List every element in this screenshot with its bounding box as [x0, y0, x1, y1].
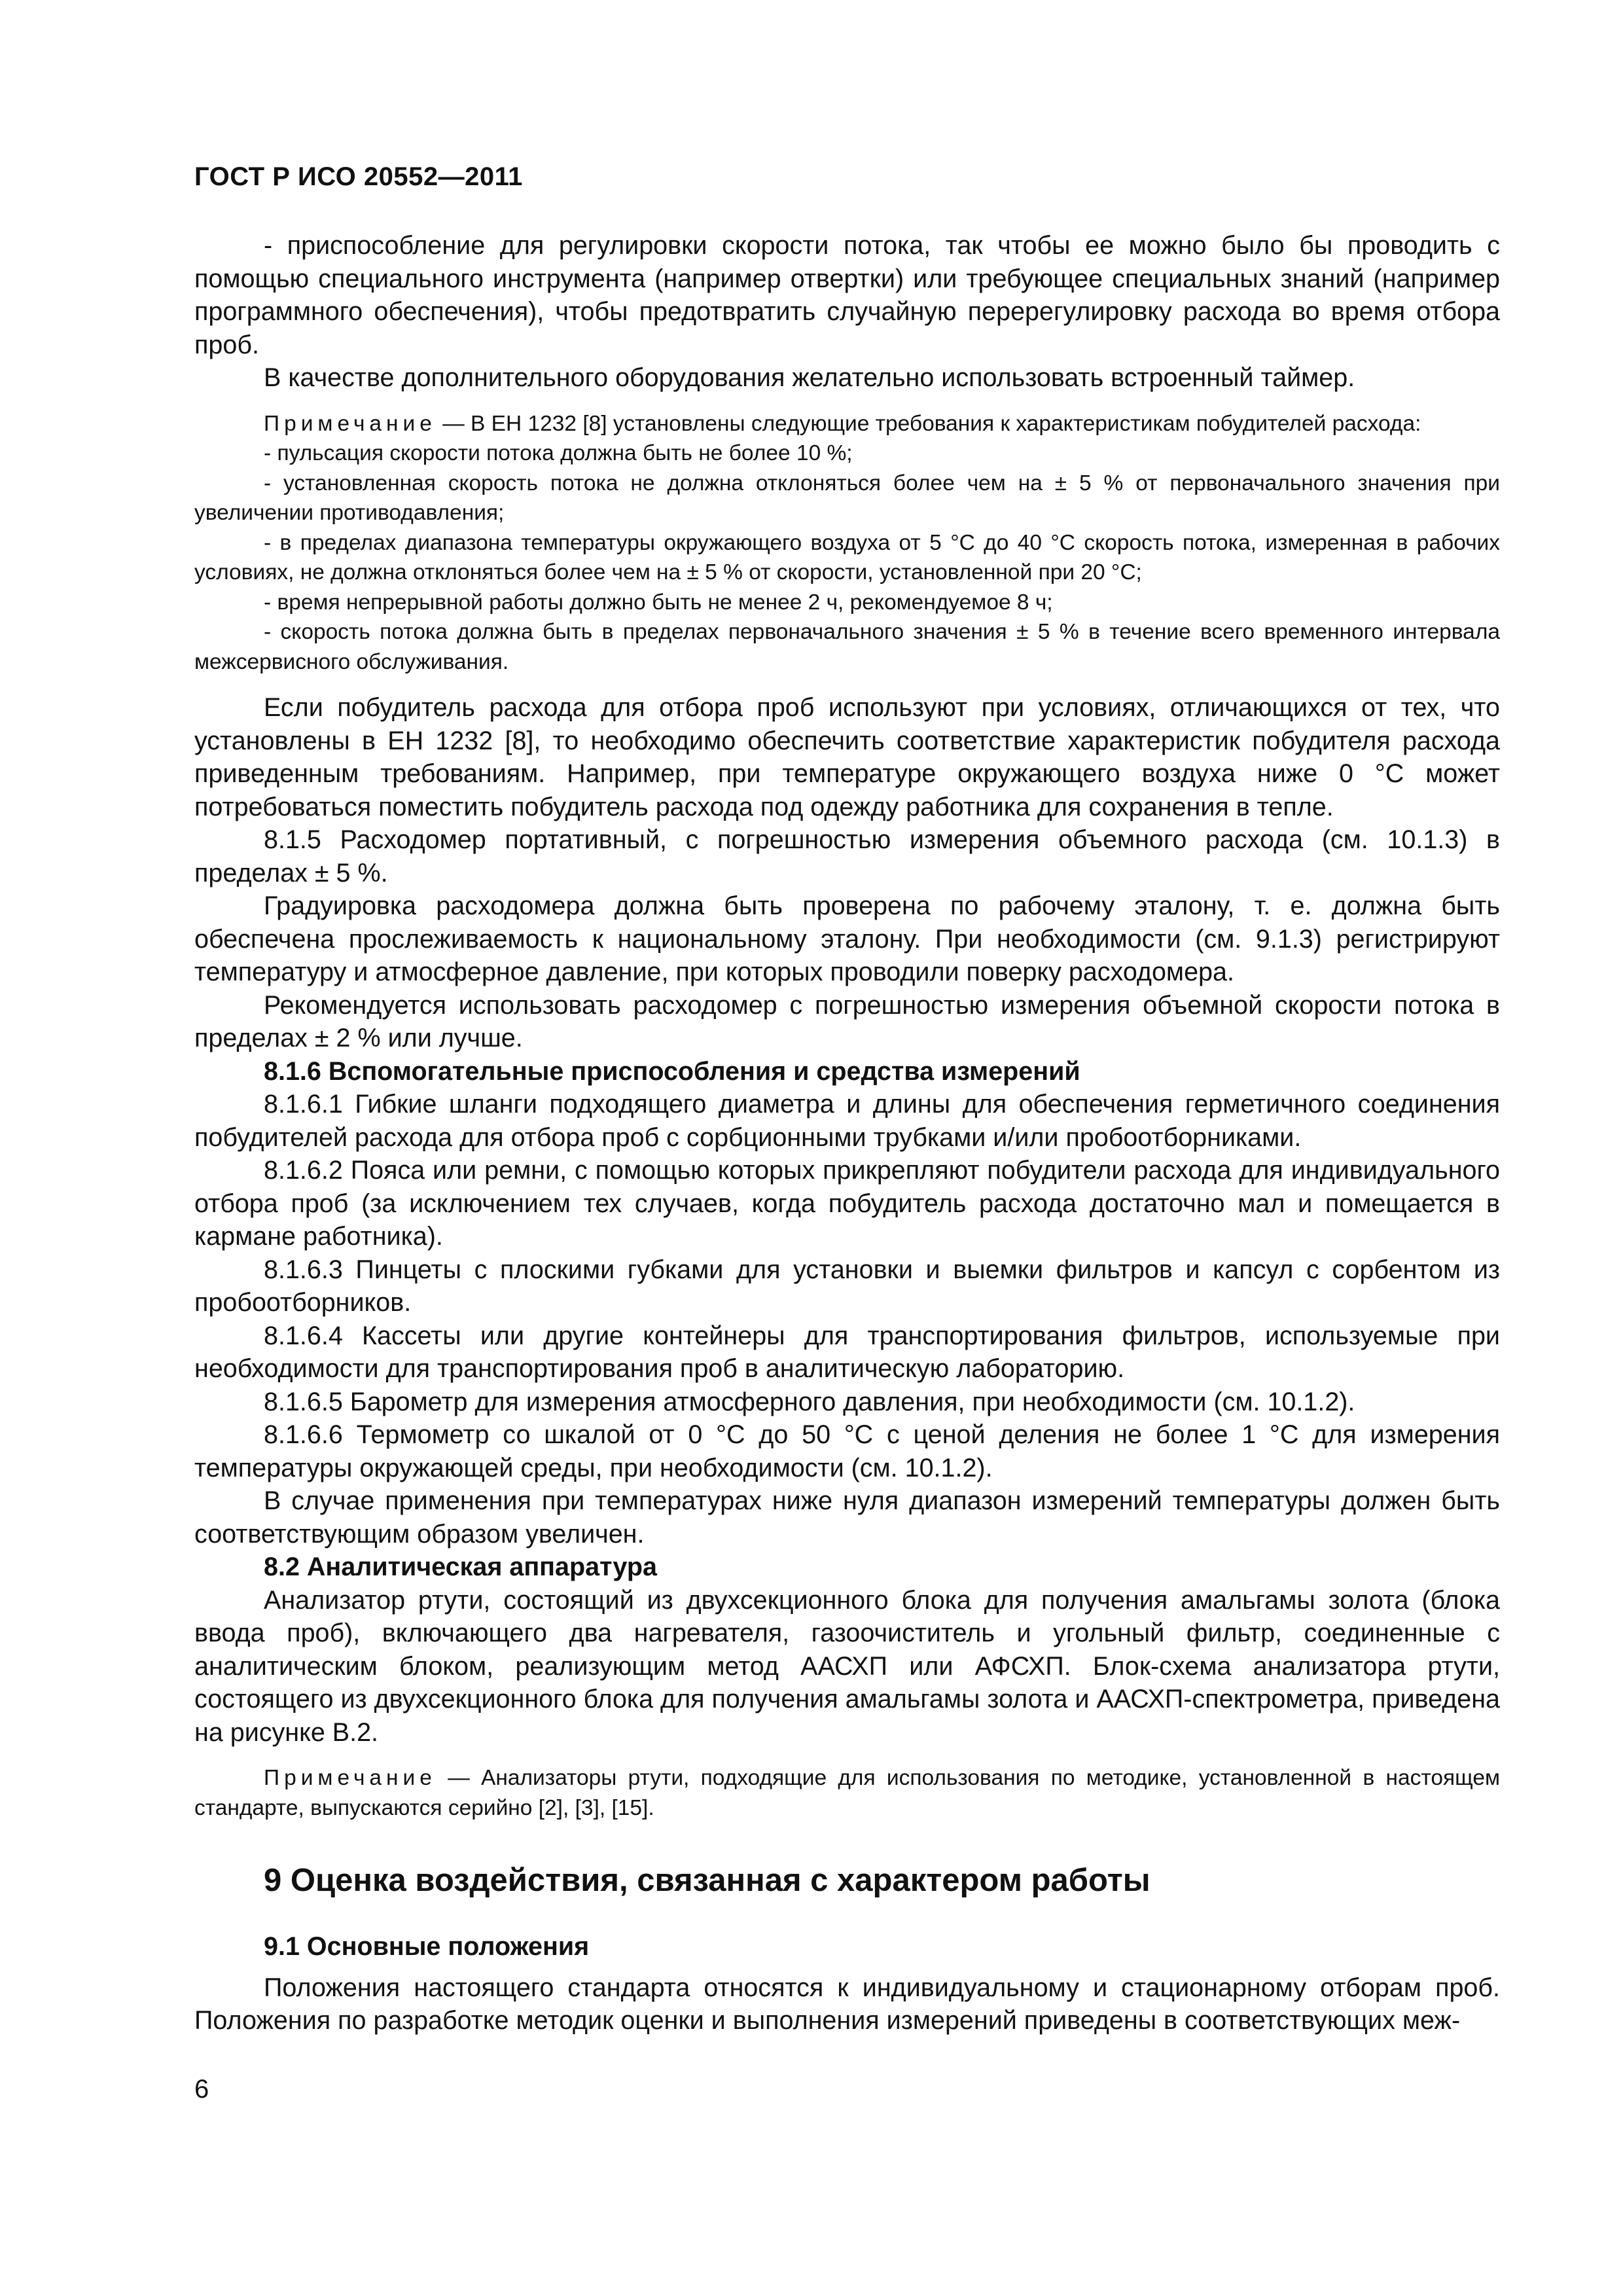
paragraph: 8.1.6.6 Термометр со шкалой от 0 °С до 50 °С с ценой деления не более 1 °С для измерения температуры окружающей среды, при необходимости (см. 10.1.2). [194, 1420, 1500, 1482]
document-body [194, 229, 1500, 2037]
section-heading-9: 9 Оценка воздействия, связанная с характером работы [264, 1863, 1150, 1898]
subsection-heading-8-2: 8.2 Аналитическая аппаратура [264, 1552, 657, 1581]
note-label: Примечание [264, 411, 437, 436]
paragraph: Если побудитель расхода для отбора проб используют при условиях, отличающихся от тех, что установлены в ЕН 1232 [8], то необходимо обеспечить соответствие характеристик побудителя расхода приведенным требованиям. Например, при температуре окружающего воздуха ниже 0 °С может потребоваться поместить побудитель расхода под одежду работника для сохранения в тепле. [194, 693, 1500, 821]
paragraph: 8.1.6.4 Кассеты или другие контейнеры для транспортирования фильтров, используемые при необходимости для транспортирования проб в аналитическую лабораторию. [194, 1321, 1500, 1383]
note-text: — Анализаторы ртути, подходящие для использования по методике, установленной в настоящем стандарте, выпускаются серийно [2], [3], [15]. [194, 1766, 1501, 1820]
paragraph: Анализатор ртути, состоящий из двухсекционного блока для получения амальгамы золота (блока ввода проб), включающего два нагревателя, газоочиститель и угольный фильтр, соединенные с аналитическим блоком, реализующим метод ААСХП или АФСХП. Блок-схема анализатора ртути, состоящего из двухсекционного блока для получения амальгамы золота и ААСХП-спектрометра, приведена на рисунке В.2. [194, 1585, 1500, 1747]
document-header: ГОСТ Р ИСО 20552—2011 [194, 162, 523, 191]
paragraph: 8.1.6.1 Гибкие шланги подходящего диаметра и длины для обеспечения герметичного соединения побудителей расхода для отбора проб с сорбционными трубками и/или пробоотборниками. [194, 1090, 1500, 1152]
paragraph: 8.1.6.2 Пояса или ремни, с помощью которых прикрепляют побудители расхода для индивидуального отбора проб (за исключением тех случаев, когда побудитель расхода достаточно мал и помещается в кармане работника). [194, 1156, 1500, 1251]
paragraph: - приспособление для регулировки скорости потока, так чтобы ее можно было бы проводить с помощью специального инструмента (например отвертки) или требующее специальных знаний (например программного обеспечения), чтобы предотвратить случайную перерегулировку расхода во время отбора проб. [194, 231, 1500, 359]
paragraph: В случае применения при температурах ниже нуля диапазон измерений температуры должен быть соответствующим образом увеличен. [194, 1486, 1500, 1549]
page-number: 6 [194, 2075, 209, 2104]
note-label: Примечание [264, 1766, 437, 1790]
note-item: - скорость потока должна быть в пределах первоначального значения ± 5 % в течение всего временного интервала межсервисного обслуживания. [194, 620, 1500, 674]
subsection-heading-9-1: 9.1 Основные положения [264, 1932, 590, 1961]
note-item: - время непрерывной работы должно быть не менее 2 ч, рекомендуемое 8 ч; [264, 590, 1053, 615]
subsection-heading-8-1-6: 8.1.6 Вспомогательные приспособления и средства измерений [264, 1056, 1080, 1086]
note-block-1 [194, 409, 1500, 677]
paragraph: 8.1.6.5 Барометр для измерения атмосферного давления, при необходимости (см. 10.1.2). [264, 1387, 1355, 1416]
paragraph: 8.1.6.3 Пинцеты с плоскими губками для установки и выемки фильтров и капсул с сорбентом из пробоотборников. [194, 1255, 1500, 1317]
note-item: - в пределах диапазона температуры окружающего воздуха от 5 °С до 40 °С скорость потока, измеренная в рабочих условиях, не должна отклоняться более чем на ± 5 % от скорости, установленной при 20 °С; [194, 530, 1500, 584]
paragraph: Рекомендуется использовать расходомер с погрешностью измерения объемной скорости потока в пределах ± 2 % или лучше. [194, 990, 1500, 1052]
paragraph: Градуировка расходомера должна быть проверена по рабочему эталону, т. е. должна быть обеспечена прослеживаемость к национальному эталону. При необходимости (см. 9.1.3) регистрируют температуру и атмосферное давление, при которых проводили поверку расходомера. [194, 891, 1500, 986]
note-block-2 [194, 1763, 1500, 1823]
paragraph: Положения настоящего стандарта относятся к индивидуальному и стационарному отборам проб. Положения по разработке методик оценки и выполнения измерений приведены в соответствующих меж- [194, 1973, 1500, 2035]
paragraph: 8.1.5 Расходомер портативный, с погрешностью измерения объемного расхода (см. 10.1.3) в пределах ± 5 %. [194, 825, 1500, 888]
note-item: - пульсация скорости потока должна быть не более 10 %; [264, 441, 853, 465]
paragraph: В качестве дополнительного оборудования желательно использовать встроенный таймер. [264, 363, 1355, 392]
note-item: - установленная скорость потока не должна отклоняться более чем на ± 5 % от первоначального значения при увеличении противодавления; [194, 471, 1500, 525]
note-text: — В ЕН 1232 [8] установлены следующие требования к характеристикам побудителей расхода: [442, 411, 1421, 436]
